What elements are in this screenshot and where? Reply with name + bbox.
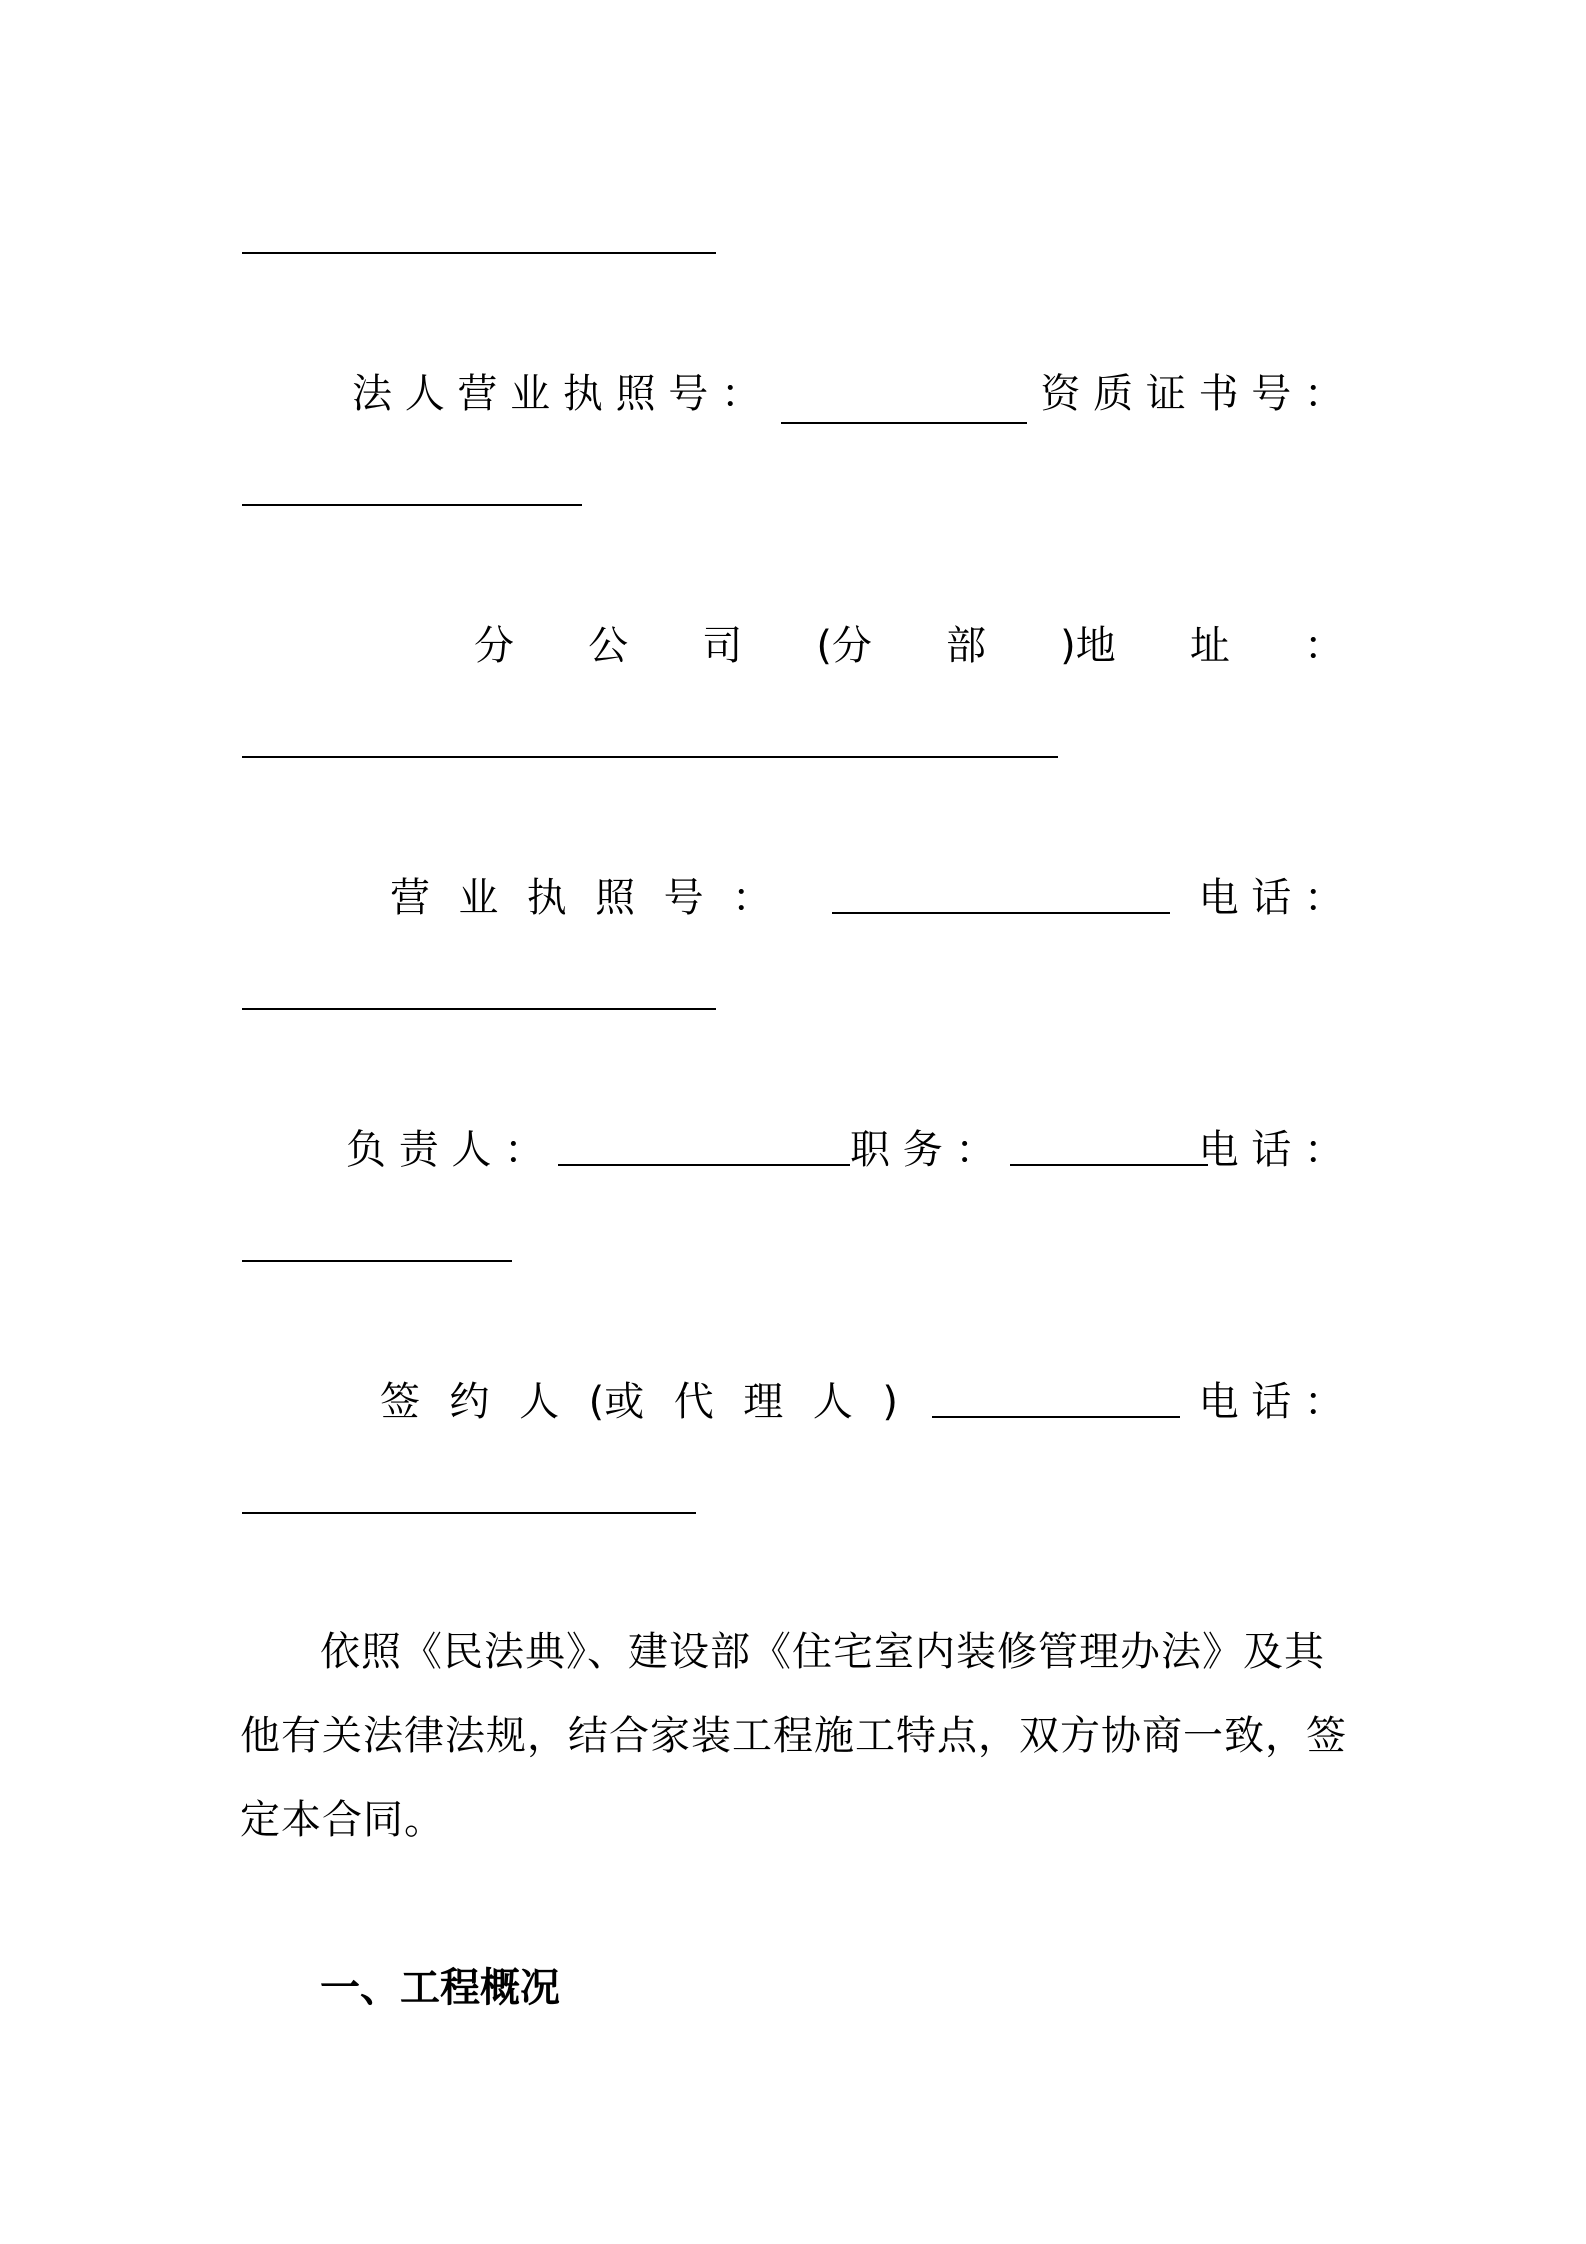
char: (分 bbox=[816, 623, 872, 669]
char: 执 bbox=[526, 875, 567, 921]
field-legal-license-no[interactable] bbox=[781, 392, 1027, 424]
field-position[interactable] bbox=[1010, 1134, 1208, 1166]
field-branch-license-no[interactable] bbox=[832, 882, 1170, 914]
label-signatory-phone: 电 话 ： bbox=[1198, 1379, 1344, 1425]
label-responsible-person: 负 责 人 ： bbox=[346, 1127, 545, 1173]
field-responsible-person[interactable] bbox=[558, 1134, 850, 1166]
char: 代 bbox=[673, 1379, 714, 1425]
label-position: 职 务 ： bbox=[850, 1127, 996, 1173]
char: (或 bbox=[588, 1379, 645, 1425]
field-signatory[interactable] bbox=[932, 1386, 1180, 1418]
char: 部 bbox=[946, 623, 987, 669]
char: ： bbox=[1303, 623, 1344, 669]
char: 号 bbox=[663, 875, 704, 921]
row-license-qualification bbox=[352, 364, 1344, 424]
char: 分 bbox=[474, 623, 514, 669]
label-responsible-phone: 电 话 ： bbox=[1198, 1127, 1344, 1173]
row-branch-address bbox=[474, 616, 1344, 676]
char: ) bbox=[882, 1379, 898, 1425]
field-branch-address[interactable] bbox=[242, 756, 1058, 758]
char: )地 bbox=[1060, 623, 1116, 669]
char: 人 bbox=[812, 1379, 853, 1425]
char: 业 bbox=[458, 875, 499, 921]
field-branch-phone[interactable] bbox=[242, 1008, 716, 1010]
char: 理 bbox=[743, 1379, 784, 1425]
char: 签 bbox=[380, 1379, 420, 1425]
blank-line-top[interactable] bbox=[242, 252, 716, 254]
label-qualification-cert-no: 资 质 证 书 号 ： bbox=[1040, 371, 1344, 417]
field-responsible-phone[interactable] bbox=[242, 1260, 512, 1262]
char: 公 bbox=[588, 623, 629, 669]
field-qualification-cert-no[interactable] bbox=[242, 504, 582, 506]
char: 约 bbox=[449, 1379, 490, 1425]
char: 营 bbox=[390, 875, 430, 921]
char: 人 bbox=[519, 1379, 560, 1425]
section-heading: 一、工程概况 bbox=[320, 1965, 560, 2011]
field-signatory-phone[interactable] bbox=[242, 1512, 696, 1514]
intro-paragraph: 依照《民法典》、建设部《住宅室内装修管理办法》及其他有关法律法规，结合家装工程施工特点，双方协商一致，签定本合同。 bbox=[240, 1629, 1347, 1843]
char: 司 bbox=[702, 623, 743, 669]
char: 址 bbox=[1189, 623, 1230, 669]
label-branch-phone: 电 话 ： bbox=[1198, 875, 1344, 921]
char: ： bbox=[731, 875, 772, 921]
char: 照 bbox=[595, 875, 636, 921]
label-legal-license-no: 法 人 营 业 执 照 号 ： bbox=[352, 371, 762, 417]
